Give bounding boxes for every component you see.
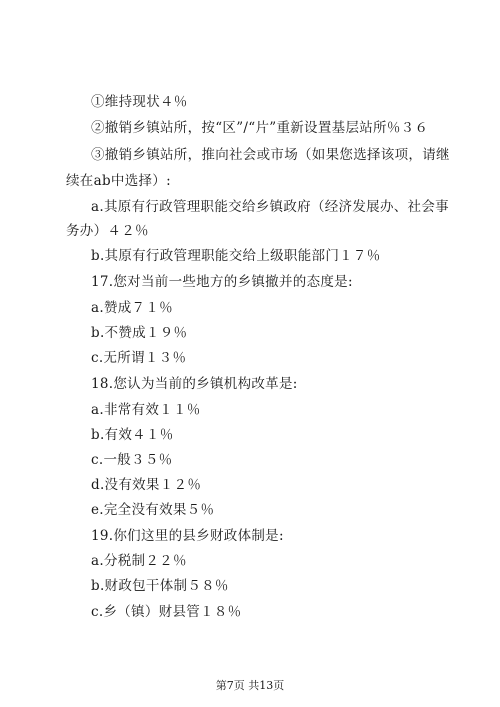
q17-answer-c: c.无所谓１３％ (91, 350, 187, 366)
q17-answer-a: a.赞成７１％ (91, 300, 173, 316)
option-market-line-1: ③撤销乡镇站所，推向社会或市场（如果您选择该项，请继 (91, 147, 450, 163)
question-17: 17.您对当前一些地方的乡镇撤并的态度是: (91, 274, 353, 290)
question-18: 18.您认为当前的乡镇机构改革是: (91, 376, 298, 392)
q19-answer-c: c.乡（镇）财县管１８％ (91, 604, 242, 620)
q18-answer-c: c.一般３５％ (91, 452, 173, 468)
q19-answer-b: b.财政包干体制５８％ (91, 578, 229, 594)
q18-answer-a: a.非常有效１１％ (91, 402, 201, 418)
option-regional-stations: ②撤销乡镇站所，按“区”/“片”重新设置基层站所％３６ (91, 120, 429, 136)
question-19: 19.你们这里的县乡财政体制是: (91, 528, 284, 544)
option-market-line-2: 续在ab中选择）: (66, 173, 171, 189)
q18-answer-b: b.有效４１％ (91, 427, 174, 443)
sub-option-a-line-1: a.其原有行政管理职能交给乡镇政府（经济发展办、社会事 (91, 199, 449, 215)
q18-answer-e: e.完全没有效果５％ (91, 502, 215, 518)
option-maintain-status-quo: ①维持现状４％ (91, 94, 188, 110)
q18-answer-d: d.没有效果１２％ (91, 477, 202, 493)
sub-option-a-line-2: 务办）４２％ (66, 223, 149, 239)
sub-option-b: b.其原有行政管理职能交给上级职能部门１７％ (91, 248, 381, 264)
q17-answer-b: b.不赞成１９％ (91, 325, 188, 341)
q19-answer-a: a.分税制２２％ (91, 553, 187, 569)
page-number-footer: 第7页 共13页 (215, 679, 285, 692)
